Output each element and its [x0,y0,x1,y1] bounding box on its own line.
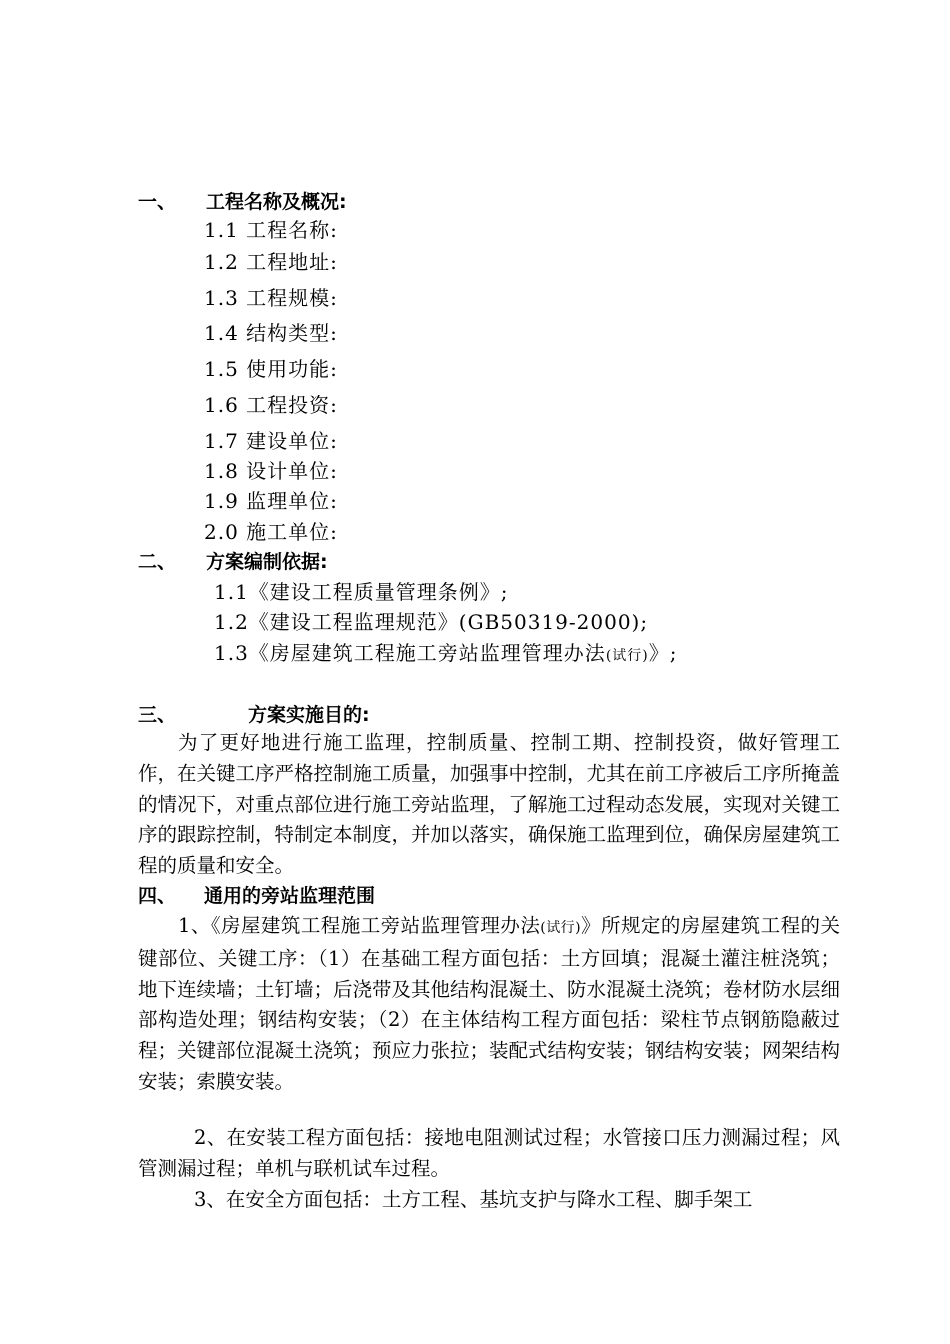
list-item: 1.2《建设工程监理规范》(GB50319-2000); [214,610,649,634]
section-4-paragraph-2: 2、在安装工程方面包括：接地电阻测试过程；水管接口压力测漏过程；风管测漏过程；单机与联机试车过程。 [138,1126,840,1180]
section-2-title: 方案编制依据: [206,551,328,573]
section-4-title: 通用的旁站监理范围 [204,885,376,907]
list-item: 1.5 使用功能: [204,357,338,381]
list-item: 1.7 建设单位: [204,429,338,453]
list-item: 1.9 监理单位: [204,489,338,513]
section-4-paragraph-3: 3、在安全方面包括：土方工程、基坑支护与降水工程、脚手架工 [194,1188,753,1211]
section-4-number: 四、 [138,885,177,907]
section-3-title: 方案实施目的: [248,704,370,726]
list-item: 1.4 结构类型: [204,321,338,345]
list-item-note: (试行) [605,648,649,664]
list-item-end: 》; [648,641,678,665]
list-item: 1.3 工程规模: [204,286,338,310]
section-3-paragraph: 为了更好地进行施工监理，控制质量、控制工期、控制投资，做好管理工作，在关键工序严格控制施工质量，加强事中控制，尤其在前工序被后工序所掩盖的情况下，对重点部位进行施工旁站监理，了解施工过程动态发展，实现对关键工序的跟踪控制，特制定本制度，并加以落实，确保施工监理到位，确保房屋建筑工程的质量和安全。 [138,731,841,878]
para-note: (试行) [540,920,581,936]
list-item: 1.8 设计单位: [204,459,338,483]
list-item: 1.6 工程投资: [204,393,338,417]
section-4-paragraph-1 [138,911,840,1098]
section-3-number: 三、 [138,704,177,726]
list-item-text: 1.3《房屋建筑工程施工旁站监理管理办法 [214,641,606,665]
list-item: 2.0 施工单位: [204,520,338,544]
para-text: 1、《房屋建筑工程施工旁站监理管理办法 [178,914,541,937]
section-1-number: 一、 [138,191,177,213]
list-item: 1.1《建设工程质量管理条例》; [214,580,509,604]
para-text: 》所规定的房屋建筑工程的关键部位、关键工序：（1）在基础工程方面包括：土方回填；混凝土灌注桩浇筑；地下连续墙；土钉墙；后浇带及其他结构混凝土、防水混凝土浇筑；卷材防水层细部构造处理；钢结构安装；（2）在主体结构工程方面包括：梁柱节点钢筋隐蔽过程；关键部位混凝土浇筑；预应力张拉；装配式结构安装；钢结构安装；网架结构安装；索膜安装。 [138,914,841,1093]
section-2-number: 二、 [138,551,177,573]
list-item: 1.1 工程名称: [204,218,338,242]
list-item: 1.2 工程地址: [204,250,338,274]
list-item [214,641,678,668]
section-1-title: 工程名称及概况: [206,191,347,213]
